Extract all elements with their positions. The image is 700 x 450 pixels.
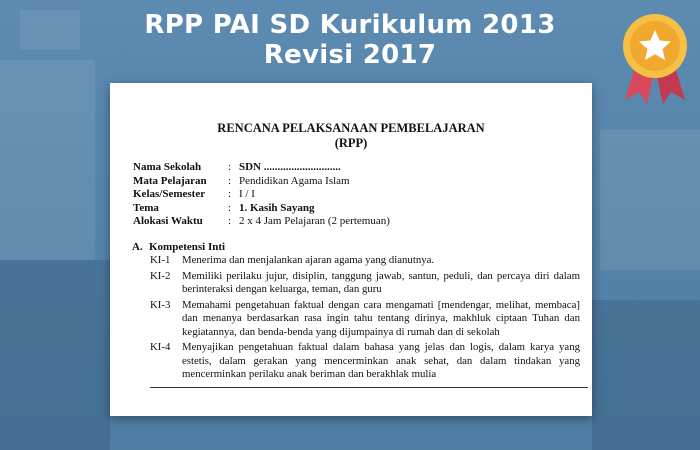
page-title bbox=[0, 10, 700, 70]
info-label: Alokasi Waktu bbox=[133, 215, 203, 227]
info-value: I / I bbox=[239, 188, 255, 200]
identity-table bbox=[133, 161, 390, 229]
info-row-theme bbox=[133, 202, 390, 216]
ki-list bbox=[150, 254, 580, 384]
ki-code: KI-2 bbox=[150, 269, 171, 282]
document-page bbox=[110, 83, 592, 416]
colon: : bbox=[228, 188, 232, 200]
document-title-line-2: (RPP) bbox=[334, 136, 368, 150]
info-value: Pendidikan Agama Islam bbox=[239, 174, 350, 187]
bg-shelf bbox=[0, 60, 95, 260]
info-row-school bbox=[133, 161, 390, 175]
section-heading bbox=[132, 241, 225, 253]
ki-code: KI-4 bbox=[150, 341, 171, 353]
ki-item bbox=[150, 299, 580, 340]
ki-code: KI-3 bbox=[150, 298, 171, 311]
ki-code: KI-1 bbox=[150, 254, 171, 266]
bg-board bbox=[600, 130, 700, 270]
info-label: Kelas/Semester bbox=[133, 188, 206, 200]
colon: : bbox=[228, 174, 232, 187]
star-ribbon-icon bbox=[615, 8, 695, 108]
title-line-1: RPP PAI SD Kurikulum 2013 bbox=[144, 10, 556, 40]
ki-text: Menyajikan pengetahuan faktual dalam bahasa yang jelas dan logis, dalam karya yang estetis, dalam gerakan yang mencerminkan anak sehat, dan dalam tindakan yang mencerminkan perilaku anak beriman dan berakhlak mulia bbox=[182, 341, 580, 380]
colon: : bbox=[228, 201, 232, 214]
info-label: Mata Pelajaran bbox=[133, 174, 207, 187]
ki-item bbox=[150, 270, 580, 297]
colon: : bbox=[228, 215, 232, 227]
ki-text: Memahami pengetahuan faktual dengan cara mengamati [mendengar, melihat, membaca] dan menanya berdasarkan rasa ingin tahu tentang dirinya, makhluk ciptaan Tuhan dan kegiatannya, dan benda-benda yang dijumpainya di rumah dan di sekolah bbox=[182, 298, 580, 338]
info-label: Nama Sekolah bbox=[133, 161, 202, 173]
section-title: Kompetensi Inti bbox=[149, 241, 226, 253]
ki-text: Menerima dan menjalankan ajaran agama yang dianutnya. bbox=[182, 254, 435, 266]
info-value: 2 x 4 Jam Pelajaran (2 pertemuan) bbox=[239, 215, 390, 227]
divider bbox=[150, 387, 588, 388]
info-value: SDN ............................ bbox=[239, 161, 341, 173]
document-title-line-1: RENCANA PELAKSANAAN PEMBELAJARAN bbox=[217, 121, 485, 135]
document-title bbox=[110, 121, 592, 151]
bg-cabinet bbox=[0, 260, 110, 450]
ki-text: Memiliki perilaku jujur, disiplin, tanggung jawab, santun, peduli, dan percaya diri dalam berinteraksi dengan keluarga, teman, dan guru bbox=[182, 269, 580, 295]
info-row-class bbox=[133, 188, 390, 202]
colon: : bbox=[228, 161, 232, 173]
info-row-time bbox=[133, 215, 390, 229]
info-row-subject bbox=[133, 175, 390, 189]
ki-item bbox=[150, 254, 580, 268]
info-label: Tema bbox=[133, 201, 159, 214]
title-line-2: Revisi 2017 bbox=[263, 40, 437, 70]
section-number: A. bbox=[132, 241, 143, 253]
bg-desk bbox=[592, 300, 700, 450]
info-value: 1. Kasih Sayang bbox=[239, 201, 315, 214]
ki-item bbox=[150, 341, 580, 382]
